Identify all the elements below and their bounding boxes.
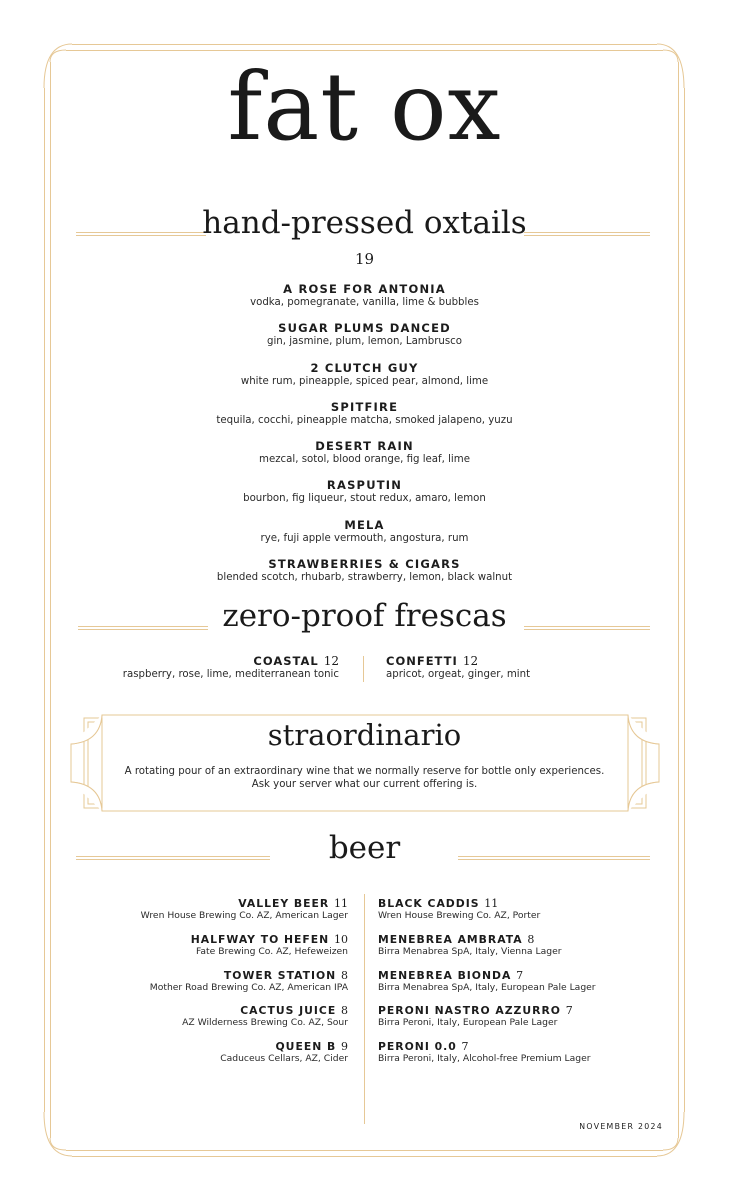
- beer-item: [141, 897, 348, 933]
- beer-description: Birra Menabrea SpA, Italy, European Pale Lager: [378, 981, 596, 993]
- straordinario-description: [0, 765, 729, 791]
- section-heading-zero-proof: zero-proof frescas: [222, 598, 507, 634]
- cocktail-item: [0, 478, 729, 517]
- beer-item: [378, 1004, 596, 1040]
- beer-description: Fate Brewing Co. AZ, Hefeweizen: [195, 945, 348, 957]
- cocktail-item: [0, 400, 729, 439]
- straordinario-line-1: A rotating pour of an extraordinary wine that we normally reserve for bottle only experiences.: [124, 766, 605, 777]
- drink-name: COASTAL: [253, 654, 319, 668]
- column-divider: [363, 656, 364, 682]
- cocktail-name: 2 CLUTCH GUY: [310, 360, 419, 375]
- drink-description: apricot, orgeat, ginger, mint: [386, 669, 531, 680]
- brand-title: fat ox: [227, 53, 502, 162]
- beer-name: BLACK CADDIS: [378, 897, 480, 910]
- cocktail-description: gin, jasmine, plum, lemon, Lambrusco: [266, 336, 462, 348]
- oxtails-price: 19: [354, 250, 375, 268]
- zero-proof-item-confetti: [386, 654, 530, 681]
- beer-item: [141, 969, 348, 1005]
- cocktail-item: [0, 361, 729, 400]
- section-heading-oxtails: hand-pressed oxtails: [202, 205, 527, 241]
- cocktail-description: mezcal, sotol, blood orange, fig leaf, lime: [259, 454, 470, 466]
- cocktail-name: STRAWBERRIES & CIGARS: [268, 557, 461, 572]
- beer-name: TOWER STATION: [223, 968, 337, 982]
- beer-list-left: [141, 897, 348, 1076]
- beer-price: 11: [484, 897, 499, 910]
- drink-price: 12: [462, 654, 479, 668]
- cocktail-name: RASPUTIN: [326, 478, 403, 493]
- cocktail-list: [0, 282, 729, 596]
- cocktail-item: [0, 518, 729, 557]
- beer-item: [378, 969, 596, 1005]
- beer-description: Wren House Brewing Co. AZ, American Lager: [140, 910, 348, 921]
- zero-proof-item-coastal: [123, 654, 339, 681]
- beer-description: Mother Road Brewing Co. AZ, American IPA: [149, 981, 348, 993]
- section-heading-straordinario: straordinario: [267, 718, 462, 752]
- beer-price: 9: [341, 1040, 348, 1054]
- cocktail-item: [0, 557, 729, 596]
- beer-price: 8: [341, 968, 348, 982]
- beer-name: HALFWAY TO HEFEN: [190, 932, 330, 946]
- beer-description: Wren House Brewing Co. AZ, Porter: [378, 910, 541, 921]
- beer-price: 7: [461, 1040, 469, 1054]
- straordinario-line-2: Ask your server what our current offering is.: [251, 779, 478, 790]
- beer-name: PERONI 0.0: [378, 1040, 457, 1054]
- beer-price: 7: [565, 1004, 573, 1018]
- beer-price: 7: [516, 968, 524, 982]
- beer-item: [378, 933, 596, 969]
- beer-item: [141, 1004, 348, 1040]
- drink-description: raspberry, rose, lime, mediterranean tonic: [122, 669, 339, 680]
- drink-price: 12: [323, 654, 339, 668]
- beer-item: [141, 933, 348, 969]
- cocktail-name: DESERT RAIN: [315, 439, 414, 454]
- beer-column-divider: [364, 894, 365, 1124]
- drink-name: CONFETTI: [386, 654, 458, 668]
- beer-description: Birra Peroni, Italy, European Pale Lager: [378, 1017, 558, 1029]
- menu-date: NOVEMBER 2024: [579, 1122, 663, 1131]
- cocktail-description: white rum, pineapple, spiced pear, almond, lime: [240, 375, 489, 387]
- cocktail-description: bourbon, fig liqueur, stout redux, amaro, lemon: [243, 493, 486, 505]
- beer-name: VALLEY BEER: [238, 897, 330, 910]
- beer-name: QUEEN B: [275, 1040, 337, 1054]
- cocktail-name: MELA: [344, 517, 385, 532]
- cocktail-item: [0, 282, 729, 321]
- beer-item: [141, 1040, 348, 1076]
- beer-price: 8: [341, 1004, 348, 1018]
- beer-price: 11: [334, 897, 348, 910]
- cocktail-name: SPITFIRE: [330, 399, 399, 414]
- cocktail-name: SUGAR PLUMS DANCED: [278, 321, 451, 336]
- beer-item: [378, 897, 596, 933]
- beer-item: [378, 1040, 596, 1076]
- section-heading-beer: beer: [328, 830, 401, 866]
- cocktail-item: [0, 439, 729, 478]
- cocktail-description: rye, fuji apple vermouth, angostura, rum: [260, 532, 469, 544]
- cocktail-description: tequila, cocchi, pineapple matcha, smoked jalapeno, yuzu: [216, 414, 513, 426]
- cocktail-description: vodka, pomegranate, vanilla, lime & bubbles: [250, 297, 479, 308]
- beer-description: Birra Menabrea SpA, Italy, Vienna Lager: [378, 945, 562, 957]
- beer-description: Caduceus Cellars, AZ, Cider: [220, 1053, 348, 1065]
- beer-price: 10: [334, 932, 348, 946]
- beer-description: AZ Wilderness Brewing Co. AZ, Sour: [182, 1017, 348, 1029]
- beer-list-right: [378, 897, 596, 1076]
- beer-name: PERONI NASTRO AZZURRO: [378, 1004, 561, 1018]
- beer-name: MENEBREA AMBRATA: [378, 932, 523, 946]
- beer-name: MENEBREA BIONDA: [378, 968, 512, 982]
- cocktail-description: blended scotch, rhubarb, strawberry, lemon, black walnut: [216, 572, 513, 584]
- beer-price: 8: [527, 932, 535, 946]
- beer-name: CACTUS JUICE: [240, 1004, 337, 1018]
- cocktail-item: [0, 321, 729, 360]
- cocktail-name: A ROSE FOR ANTONIA: [283, 282, 446, 296]
- beer-description: Birra Peroni, Italy, Alcohol-free Premium Lager: [378, 1053, 591, 1065]
